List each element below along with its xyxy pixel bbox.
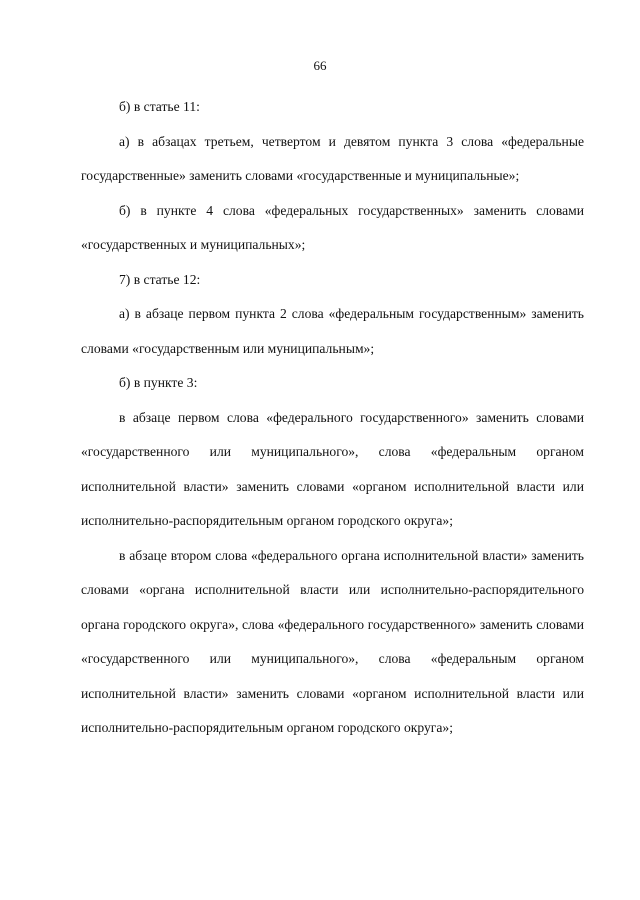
paragraph: а) в абзаце первом пункта 2 слова «федеральным государственным» заменить словами «государственным или муниципальным»;: [81, 306, 584, 356]
paragraph: 7) в статье 12:: [119, 271, 201, 287]
paragraph: б) в статье 11:: [119, 99, 200, 114]
page-number: 66: [313, 58, 327, 73]
paragraph: а) в абзацах третьем, четвертом и девятом пункта 3 слова «федеральные государственные» заменить словами «государственные и муниципальные»;: [81, 133, 584, 183]
paragraph: б) в пункте 4 слова «федеральных государственных» заменить словами «государственных и муниципальных»;: [81, 202, 584, 252]
paragraph: в абзаце первом слова «федерального государственного» заменить словами «государственного или муниципального», слова «федеральным органом исполнительной власти» заменить словами «органом исполнительной власти или исполнительно-распорядительным органом городского округа»;: [81, 409, 584, 528]
paragraph: в абзаце втором слова «федерального органа исполнительной власти» заменить словами «органа исполнительной власти или исполнительно-распорядительного органа городского округа», слова «федерального государственного» заменить словами «государственного или муниципального», слова «федеральным органом исполнительной власти» заменить словами «органом исполнительной власти или исполнительно-распорядительным органом городского округа»;: [81, 547, 584, 735]
document-body: [81, 90, 584, 746]
paragraph: б) в пункте 3:: [119, 375, 198, 390]
